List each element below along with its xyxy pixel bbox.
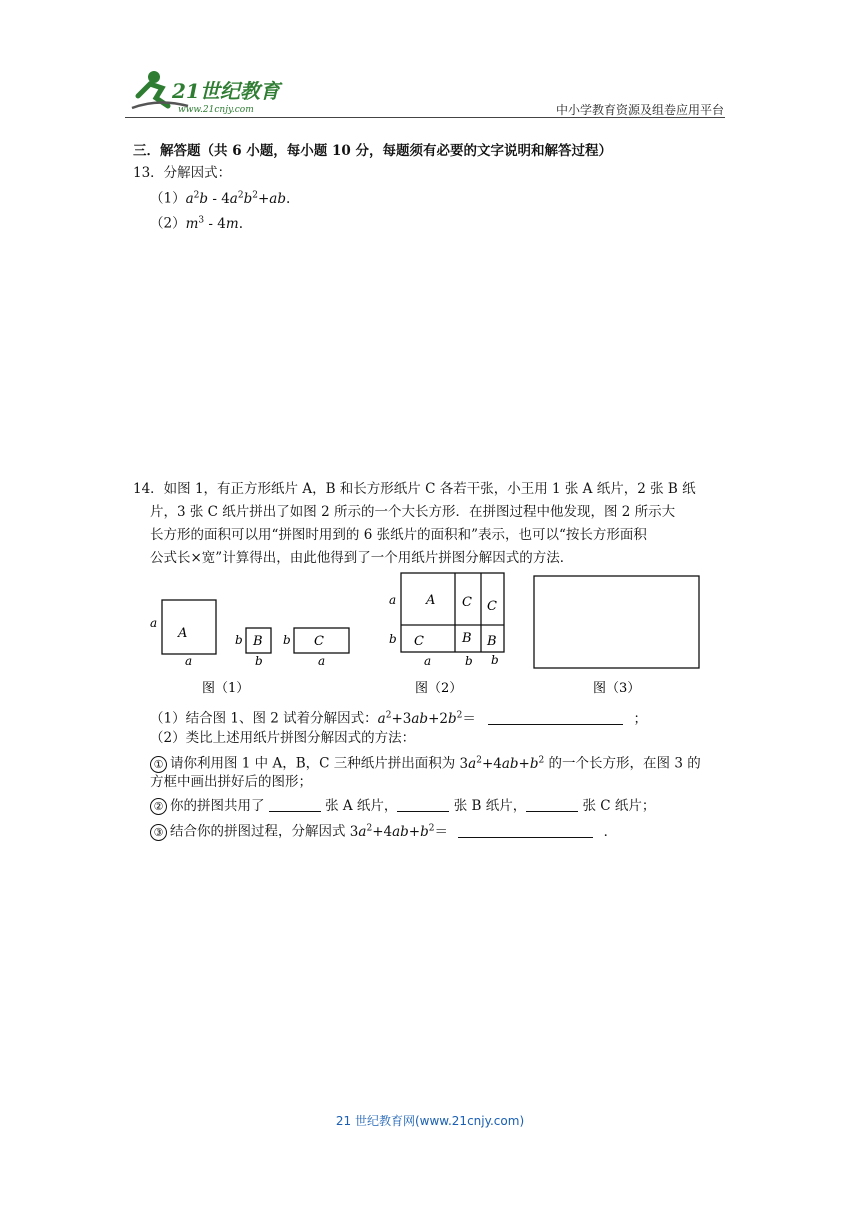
circled-1: ① — [150, 756, 167, 773]
q14-sub1 — [150, 705, 647, 729]
q13-part2-expression: $m^3$ ‑ 4m. — [185, 215, 243, 232]
site-logo — [128, 68, 298, 122]
svg-text:a: a — [389, 593, 397, 607]
figure-3 — [534, 576, 699, 696]
q13-part2-number: （2） — [150, 215, 186, 232]
svg-text:B: B — [462, 631, 472, 646]
fig3-caption: 图（3） — [593, 681, 641, 696]
svg-text:B: B — [253, 634, 263, 649]
svg-text:b: b — [465, 654, 473, 668]
svg-text:a: a — [150, 616, 158, 630]
q13-part1-number: （1） — [150, 190, 186, 207]
q13-stem: 13．分解因式： — [133, 165, 232, 181]
logo-text: 21世纪教育 — [172, 79, 280, 103]
svg-text:C: C — [487, 599, 497, 614]
svg-text:A: A — [178, 626, 188, 641]
svg-text:a: a — [424, 654, 432, 668]
q13-part1-expression: $a^2b$ ‑ $4a^2b^2+ab$. — [185, 190, 291, 207]
q14-item3-end: ． — [603, 823, 618, 840]
q14-item1-text-b: 的一个长方形，在图 3 的 — [544, 755, 701, 772]
platform-name: 中小学教育资源及组卷应用平台 — [555, 103, 724, 117]
answer-blank-3[interactable] — [458, 823, 593, 838]
logo-url: www.21cnjy.com — [178, 105, 254, 115]
piece-a-square — [162, 600, 216, 654]
svg-text:b: b — [389, 632, 397, 646]
q14-item2-text-c: 张 B 纸片， — [449, 798, 527, 814]
svg-text:A: A — [426, 593, 436, 608]
q14-item1-text-a: 请你利用图 1 中 A，B，C 三种纸片拼出面积为 — [170, 755, 460, 772]
q14-sub1-expression: $a^2+3ab+2b^2=$ — [377, 710, 481, 727]
header-divider — [125, 117, 725, 118]
svg-text:C: C — [414, 634, 424, 649]
q14-item1-line2: 方框中画出拼好后的图形； — [150, 774, 312, 790]
q13-part1 — [150, 185, 290, 209]
q14-sub2: （2）类比上述用纸片拼图分解因式的方法： — [150, 730, 416, 746]
figure-2 — [389, 573, 504, 696]
q13-part2 — [150, 210, 243, 234]
q14-sub1-text: （1）结合图 1、图 2 试着分解因式： — [150, 710, 378, 727]
q14-figures — [140, 568, 720, 703]
q14-line3: 长方形的面积可以用“拼图时用到的 6 张纸片的面积和”表示，也可以“按长方形面积 — [150, 527, 647, 543]
q14-item1-expression: $3a^2+4ab+b^2$ — [459, 755, 545, 772]
figure-1 — [150, 600, 349, 696]
svg-text:b: b — [255, 654, 263, 668]
q14-item3 — [150, 818, 617, 842]
q14-item1 — [150, 750, 701, 774]
q14-line4: 公式长×宽”计算得出，由此他得到了一个用纸片拼图分解因式的方法． — [150, 550, 574, 566]
q14-item3-text: 结合你的拼图过程，分解因式 — [170, 823, 350, 840]
q14-item2-text-a: 你的拼图共用了 — [170, 798, 269, 814]
drawing-box — [534, 576, 699, 668]
answer-blank-1[interactable] — [488, 710, 623, 725]
q14-item2-text-b: 张 A 纸片， — [320, 798, 398, 814]
svg-text:B: B — [487, 634, 497, 649]
answer-blank-c-count[interactable] — [526, 797, 578, 812]
svg-text:b: b — [283, 633, 291, 647]
fig1-caption: 图（1） — [202, 681, 250, 696]
svg-text:a: a — [318, 654, 326, 668]
svg-text:C: C — [314, 634, 324, 649]
answer-blank-a-count[interactable] — [269, 797, 321, 812]
svg-text:C: C — [462, 595, 472, 610]
section-title: 三．解答题（共 6 小题，每小题 10 分，每题须有必要的文字说明和解答过程） — [133, 143, 612, 159]
q14-line2: 片，3 张 C 纸片拼出了如图 2 所示的一个大长方形．在拼图过程中他发现，图 2 所示大 — [150, 504, 676, 520]
svg-text:b: b — [235, 633, 243, 647]
footer-link[interactable]: 21 世纪教育网(www.21cnjy.com) — [335, 1114, 525, 1128]
fig2-caption: 图（2） — [415, 681, 463, 696]
circled-2: ② — [150, 798, 167, 815]
q14-sub1-end: ； — [633, 710, 647, 727]
q14-item3-expression: $3a^2+4ab+b^2=$ — [349, 823, 453, 840]
svg-text:a: a — [185, 654, 193, 668]
q14-item2 — [150, 796, 655, 816]
circled-3: ③ — [150, 824, 167, 841]
q14-line1: 14．如图 1，有正方形纸片 A，B 和长方形纸片 C 各若干张，小王用 1 张 A 纸片，2 张 B 纸 — [133, 481, 696, 497]
q14-item2-text-d: 张 C 纸片； — [578, 798, 656, 814]
svg-text:b: b — [491, 653, 499, 667]
answer-blank-b-count[interactable] — [397, 797, 449, 812]
